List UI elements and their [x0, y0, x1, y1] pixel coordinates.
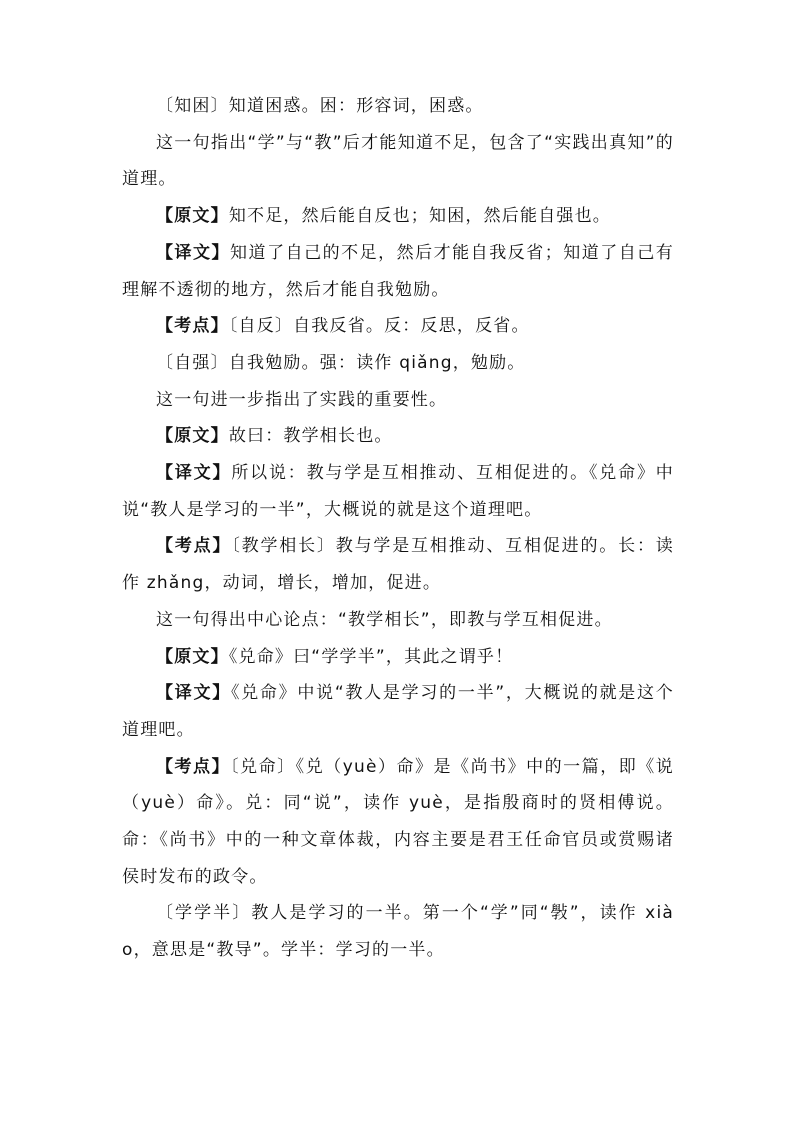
paragraph-text: 〔学学半〕教人是学习的一半。第一个“学”同“斅”，读作 xiào，意思是“教导”。学半：学习的一半。	[122, 903, 674, 961]
paragraph	[122, 382, 674, 419]
paragraph	[122, 418, 674, 455]
paragraph-text: 所以说：教与学是互相推动、互相促进的。《兑命》中说“教人是学习的一半”，大概说的就是这个道理吧。	[122, 463, 674, 520]
paragraph-text: 〔自强〕自我勉励。强：读作 qiǎng，勉励。	[156, 352, 526, 373]
document-body	[122, 88, 674, 969]
paragraph	[122, 88, 674, 125]
paragraph	[122, 345, 674, 382]
paragraph	[122, 895, 674, 968]
paragraph	[122, 235, 674, 308]
paragraph-text: 这一句指出“学”与“教”后才能知道不足，包含了“实践出真知”的道理。	[122, 132, 674, 190]
paragraph-text: 这一句得出中心论点：“教学相长”，即教与学互相促进。	[156, 609, 613, 630]
paragraph-tag: 【原文】	[156, 206, 229, 227]
paragraph	[122, 749, 674, 896]
paragraph-text: 〔自反〕自我反省。反：反思，反省。	[228, 316, 530, 337]
paragraph-tag: 【原文】	[156, 426, 229, 447]
paragraph	[122, 639, 674, 676]
paragraph-text: 知不足，然后能自反也；知困，然后能自强也。	[228, 206, 612, 227]
paragraph-text: 这一句进一步指出了实践的重要性。	[156, 389, 448, 410]
paragraph-text: 〔教学相长〕教与学是互相推动、互相促进的。长：读作 zhǎng，动词，增长，增加，促进。	[122, 536, 674, 594]
paragraph-text: 〔兑命〕《兑（yuè）命》是《尚书》中的一篇，即《说（yuè）命》。兑：同“说”，读作 yuè，是指殷商时的贤相傅说。命：《尚书》中的一种文章体裁，内容主要是君王任命官员或赏赐诸侯时发布的政令。	[122, 756, 674, 887]
paragraph-tag: 【考点】	[156, 756, 231, 777]
paragraph-tag: 【译文】	[156, 683, 231, 704]
paragraph-text: 《兑命》曰“学学半”，其此之谓乎！	[228, 646, 514, 667]
paragraph	[122, 528, 674, 601]
paragraph-tag: 【考点】	[156, 316, 229, 337]
paragraph-text: 故曰：教学相长也。	[228, 426, 393, 447]
paragraph-text: 《兑命》中说“教人是学习的一半”，大概说的就是这个道理吧。	[122, 683, 674, 740]
paragraph-tag: 【译文】	[156, 463, 232, 484]
paragraph	[122, 198, 674, 235]
paragraph-text: 〔知困〕知道困惑。困：形容词，困惑。	[156, 96, 484, 116]
paragraph-tag: 【考点】	[156, 536, 232, 557]
paragraph-tag: 【原文】	[156, 646, 229, 667]
paragraph-text: 知道了自己的不足，然后才能自我反省；知道了自己有理解不透彻的地方，然后才能自我勉励。	[122, 242, 674, 300]
paragraph	[122, 602, 674, 639]
paragraph	[122, 308, 674, 345]
paragraph-tag: 【译文】	[156, 242, 231, 263]
paragraph	[122, 125, 674, 198]
paragraph	[122, 455, 674, 528]
paragraph	[122, 675, 674, 748]
